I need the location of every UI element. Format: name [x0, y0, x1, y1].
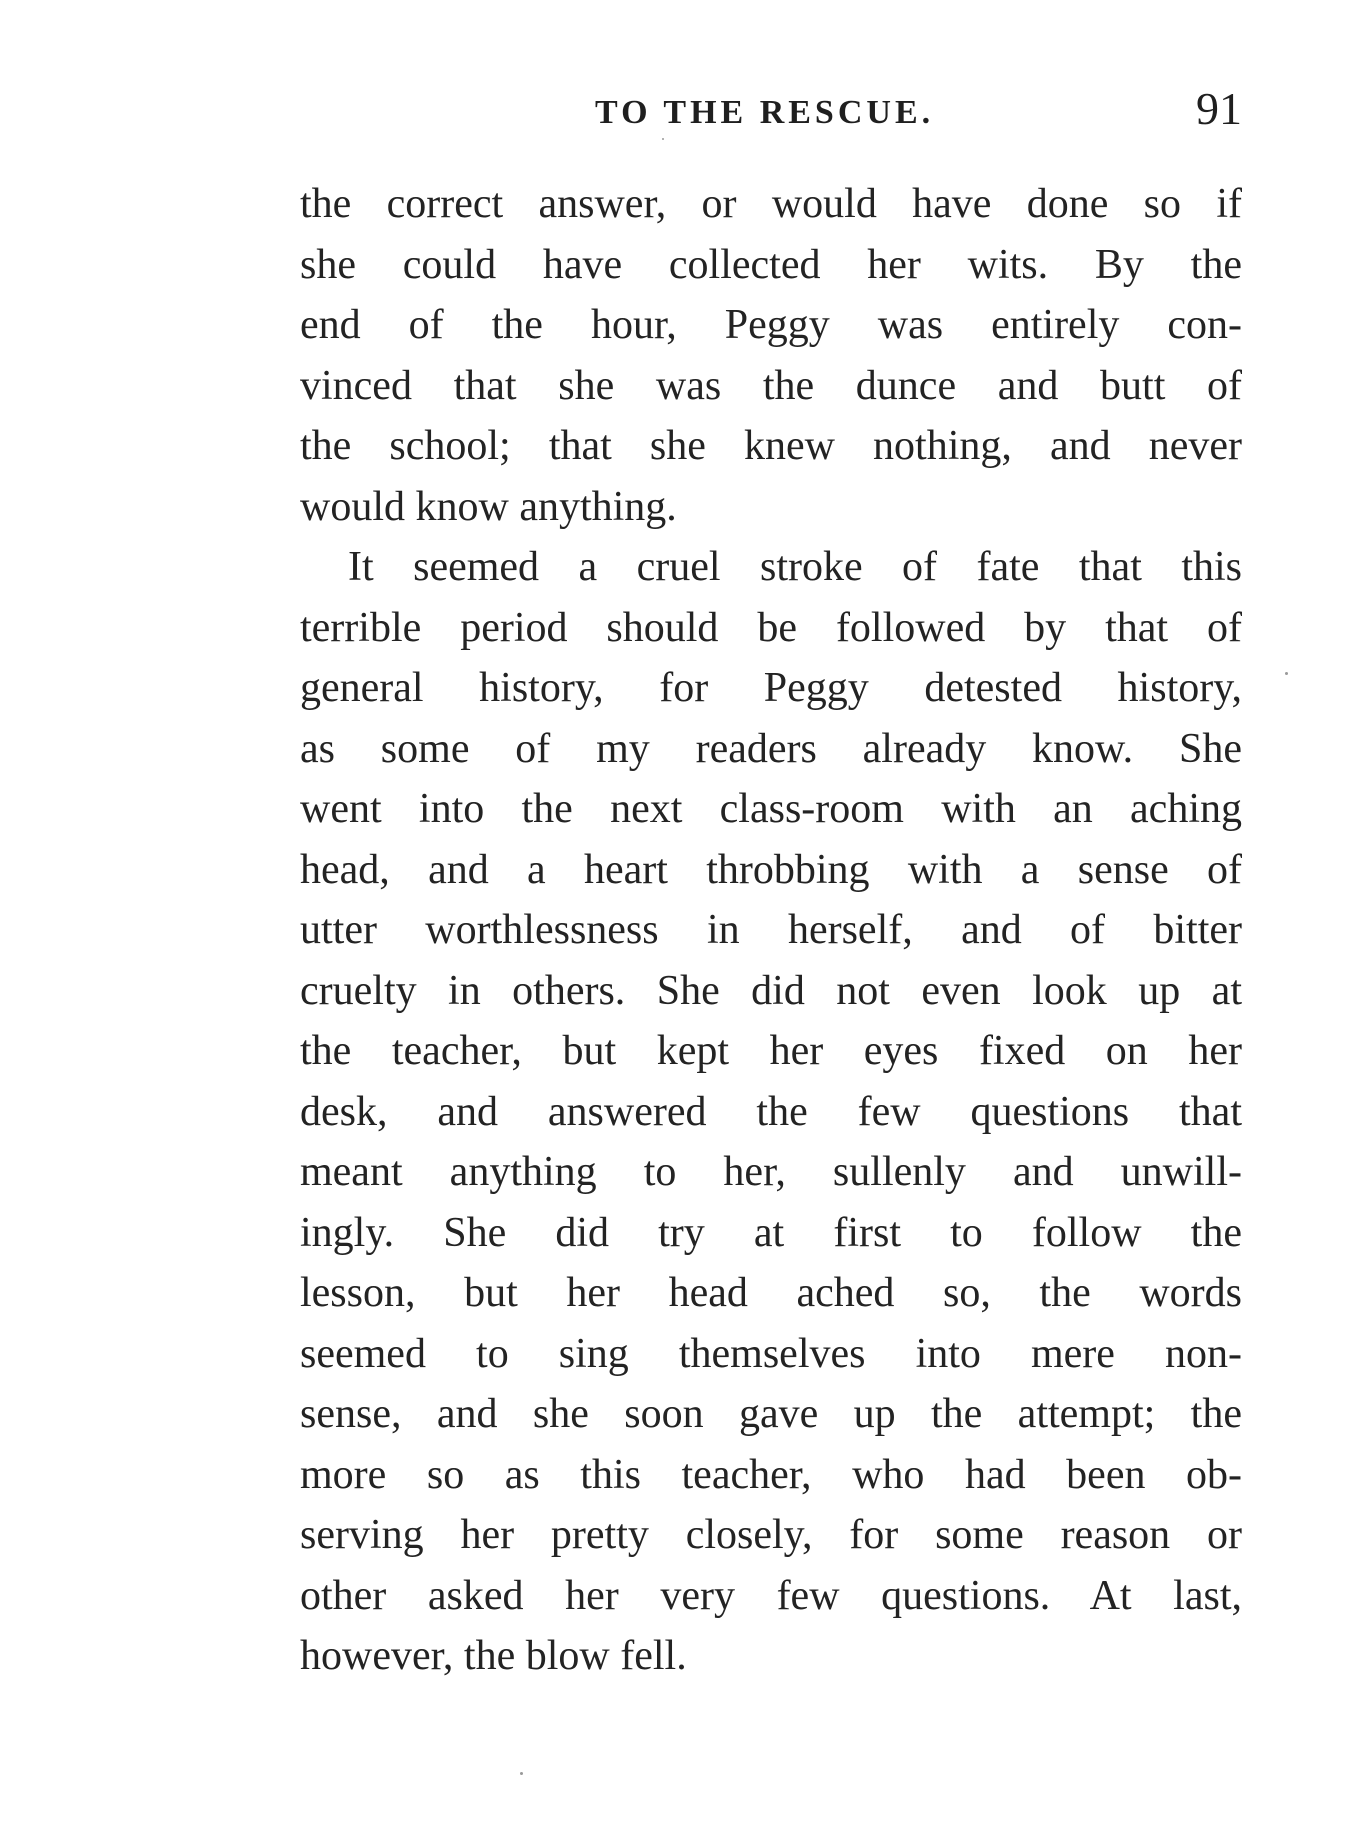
text-line: would know anything.	[300, 483, 677, 530]
text-line: seemed to sing themselves into mere non-	[300, 1330, 1242, 1377]
text-line: however, the blow fell.	[300, 1633, 687, 1679]
text-line: more so as this teacher, who had been ob-	[300, 1451, 1242, 1498]
running-title: TO THE RESCUE.	[595, 94, 935, 131]
paragraph-2	[300, 537, 1242, 1687]
running-head	[300, 82, 1242, 138]
text-line: serving her pretty closely, for some reason or	[300, 1512, 1242, 1558]
paper-speck	[1285, 672, 1288, 675]
text-line: general history, for Peggy detested history,	[300, 665, 1242, 711]
text-line: terrible period should be followed by that of	[300, 604, 1242, 651]
text-line: other asked her very few questions. At last,	[300, 1572, 1242, 1619]
text-line: ingly. She did try at first to follow the	[300, 1209, 1242, 1256]
paragraph-1	[300, 174, 1242, 537]
text-line: sense, and she soon gave up the attempt; the	[300, 1391, 1242, 1437]
text-line: head, and a heart throbbing with a sense of	[300, 846, 1242, 893]
text-line: the school; that she knew nothing, and never	[300, 423, 1242, 469]
text-line: desk, and answered the few questions that	[300, 1088, 1242, 1135]
text-line: meant anything to her, sullenly and unwill-	[300, 1149, 1242, 1195]
page-number: 91	[1196, 83, 1242, 134]
text-line: vinced that she was the dunce and butt of	[300, 362, 1242, 409]
text-line: It seemed a cruel stroke of fate that this	[348, 544, 1242, 590]
text-line: went into the next class-room with an aching	[300, 786, 1242, 832]
text-line: the correct answer, or would have done so if	[300, 181, 1242, 227]
text-line: the teacher, but kept her eyes fixed on her	[300, 1028, 1242, 1074]
body-text	[300, 174, 1242, 1687]
text-line: cruelty in others. She did not even look up at	[300, 967, 1242, 1014]
text-line: she could have collected her wits. By the	[300, 241, 1242, 288]
paper-speck	[520, 1772, 523, 1775]
text-line: end of the hour, Peggy was entirely con-	[300, 302, 1242, 348]
paper-speck	[662, 138, 664, 140]
text-line: utter worthlessness in herself, and of bitter	[300, 907, 1242, 953]
text-line: lesson, but her head ached so, the words	[300, 1270, 1242, 1316]
text-line: as some of my readers already know. She	[300, 725, 1242, 772]
